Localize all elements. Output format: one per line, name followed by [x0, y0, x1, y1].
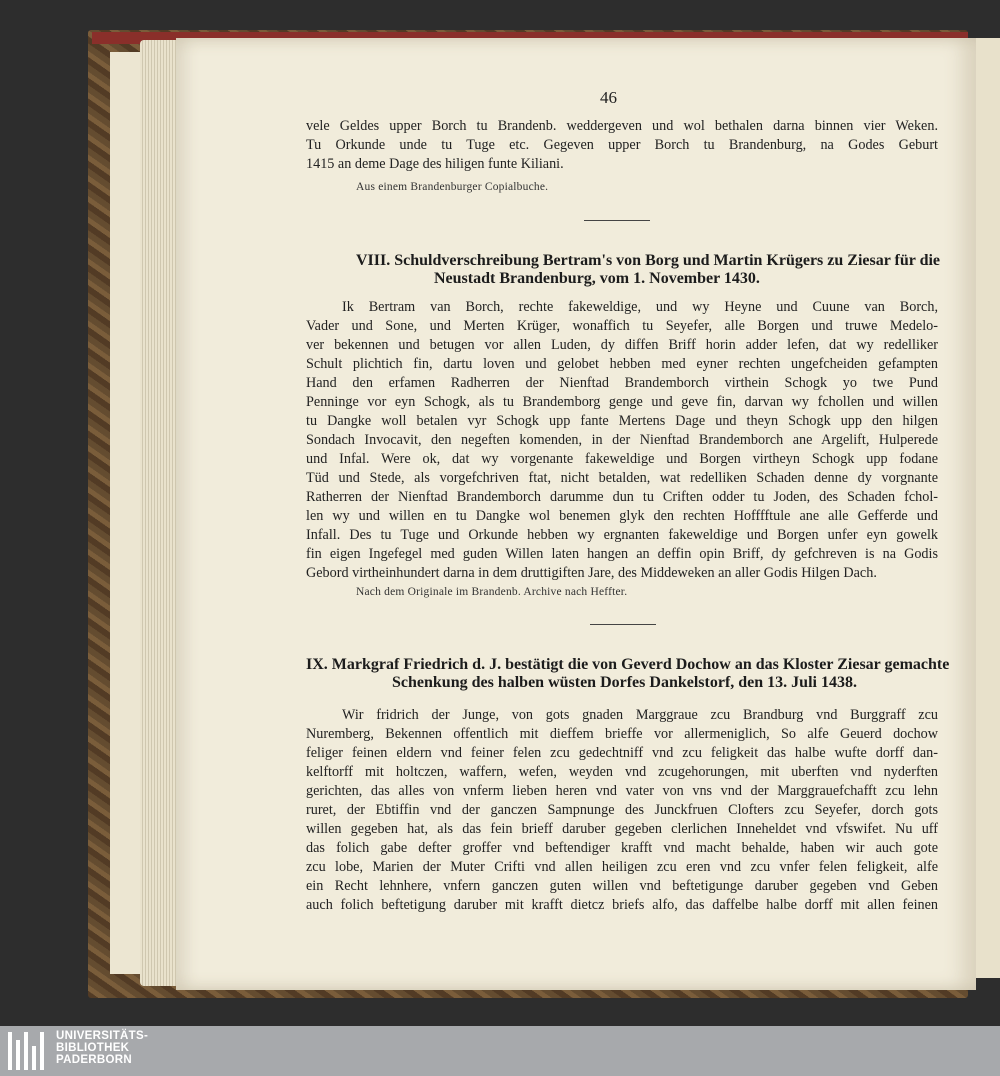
text-line: Infall. Des tu Tuge und Orkunde hebben wy ergnanten fakeweldige und Borgen unfer eyn gowelk — [306, 527, 938, 543]
text-line: kelftorff mit holtczen, waffern, wefen, weyden vnd zcugehorungen, mit uberften vnd nyderften — [306, 764, 938, 780]
section-divider — [584, 220, 650, 221]
text-line: gerichten, das alles von vnferm lieben heren vnd vater von vns vnd der Marggrauefchafft zcu lehn — [306, 783, 938, 799]
text-line: ruret, der Ebtiffin vnd der ganczen Sampnunge des Junckfruen Clofters zcu Seyefer, dorch gots — [306, 802, 938, 818]
text-line: Gebord virtheinhundert darna in dem druttigiften Jare, des Middeweken an aller Godis Hilgen Dach. — [306, 565, 877, 581]
text-line: Penninge vor eyn Schogk, als tu Brandemborg genge und geve fin, darvan wy fchollen und willen — [306, 394, 938, 410]
text-line: Sondach Invocavit, den negeften komenden, in der Nienftad Brandemborch ane Argelift, Hulperede — [306, 432, 938, 448]
section-heading — [306, 656, 950, 692]
heading-line: IX. Markgraf Friedrich d. J. bestätigt die von Geverd Dochow an das Kloster Ziesar gemachte — [306, 656, 950, 673]
logo-line: UNIVERSITÄTS- — [56, 1030, 149, 1042]
text-line: ver bekennen und betugen vor allen Luden, dy diffen Briff horin adder lefen, dat wy redelliker — [306, 337, 938, 353]
text-line: Wir fridrich der Junge, von gots gnaden Marggraue zcu Brandburg vnd Burggraff zcu — [342, 707, 938, 723]
text-line: fin eigen Ingefegel med guden Willen laten hangen an deffin opin Briff, dy gefchreven is na Godis — [306, 546, 938, 562]
text-line: tu Dangke woll betalen vyr Schogk upp fante Mertens Dage und theyn Schogk upp den hilgen — [306, 413, 938, 429]
library-logo-text — [56, 1030, 148, 1066]
text-line: Vader und Sone, und Merten Krüger, wonaffich tu Seyefer, alle Borgen und truwe Medelo- — [306, 318, 938, 334]
text-line: und Infal. Were ok, dat wy vorgenante fakeweldige und Borgen virtheyn Schogk upp fodane — [306, 451, 938, 467]
text-line: Tüd und Stede, als vorgefchriven ftat, nicht betalden, wat redelliken Schaden denne dy vorgnante — [306, 470, 938, 486]
text-line: Tu Orkunde unde tu Tuge etc. Gegeven upper Borch tu Brandenburg, na Godes Geburt — [306, 137, 938, 153]
text-line: Ik Bertram van Borch, rechte fakeweldige, und wy Heyne und Cuune van Borch, — [342, 299, 938, 315]
text-line: Hand den erfamen Radherren der Nienftad Brandemborch virthein Schogk yo twe Pund — [306, 375, 938, 391]
logo-line: BIBLIOTHEK — [56, 1042, 130, 1054]
library-footer — [0, 1026, 1000, 1076]
page-number: 46 — [600, 88, 617, 107]
section-body — [306, 706, 938, 915]
text-line: len wy und willen en tu Dangke wol benemen glyk den rechten Hofffftule ane alle Gefferde und — [306, 508, 938, 524]
text-line: feliger feinen eldern vnd feiner felen zcu gedechtniff vnd zcu feligkeit das halbe wufte dorff dan- — [306, 745, 938, 761]
next-page-edge — [976, 38, 1000, 978]
text-line: Schult plichtich fin, dartu loven und gelobet hebben med eyner rechten ungefcheiden gefampten — [306, 356, 938, 372]
section-heading — [306, 252, 941, 288]
section-divider — [590, 624, 656, 625]
section-body — [306, 298, 938, 583]
text-line: das folich gabe defter groffer vnd beftendiger krafft vnd macht behalde, haben wir auch gote — [306, 840, 938, 856]
text-line: auch folich beftetigung daruber mit krafft dietcz briefs alfo, das daffelbe halbe dorff mit allen feinen — [306, 897, 938, 913]
heading-line: Schenkung des halben wüsten Dorfes Dankelstorf, den 13. Juli 1438. — [392, 674, 857, 691]
text-line: Ratherren der Nienftad Brandemborch darumme dun tu Criften odder tu Joden, des Schaden fchol- — [306, 489, 938, 505]
logo-line: PADERBORN — [56, 1054, 132, 1066]
source-note: Aus einem Brandenburger Copialbuche. — [356, 181, 549, 193]
page-block-edge — [140, 40, 180, 986]
text-line: Nuremberg, Bekennen offentlich mit dieffem brieffe vor allermeniglich, So alfe Geuerd dochow — [306, 726, 938, 742]
continuation-text — [306, 117, 938, 174]
source-note: Nach dem Originale im Brandenb. Archive nach Heffter. — [356, 586, 628, 598]
heading-line: Neustadt Brandenburg, vom 1. November 1430. — [434, 270, 760, 287]
text-line: 1415 an deme Dage des hiligen funte Kiliani. — [306, 156, 564, 172]
text-line: zcu lobe, Marien der Muter Crifti vnd allen heiligen zcu eren vnd zcu vnfer felen feligkeit, alfe — [306, 859, 938, 875]
text-line: ein Recht lehnhere, vnfern ganczen guten willen vnd beftetigunge daruber gegeben vnd Geben — [306, 878, 938, 894]
library-logo-icon — [8, 1032, 48, 1070]
text-line: willen gegeben hat, als das fein brieff daruber gegeben clerlichen Inneheldet vnd vfswifet. Nu uff — [306, 821, 938, 837]
text-line: vele Geldes upper Borch tu Brandenb. weddergeven und wol bethalen darna binnen vier Weken. — [306, 118, 938, 134]
heading-line: VIII. Schuldverschreibung Bertram's von Borg und Martin Krügers zu Ziesar für die — [356, 252, 941, 269]
